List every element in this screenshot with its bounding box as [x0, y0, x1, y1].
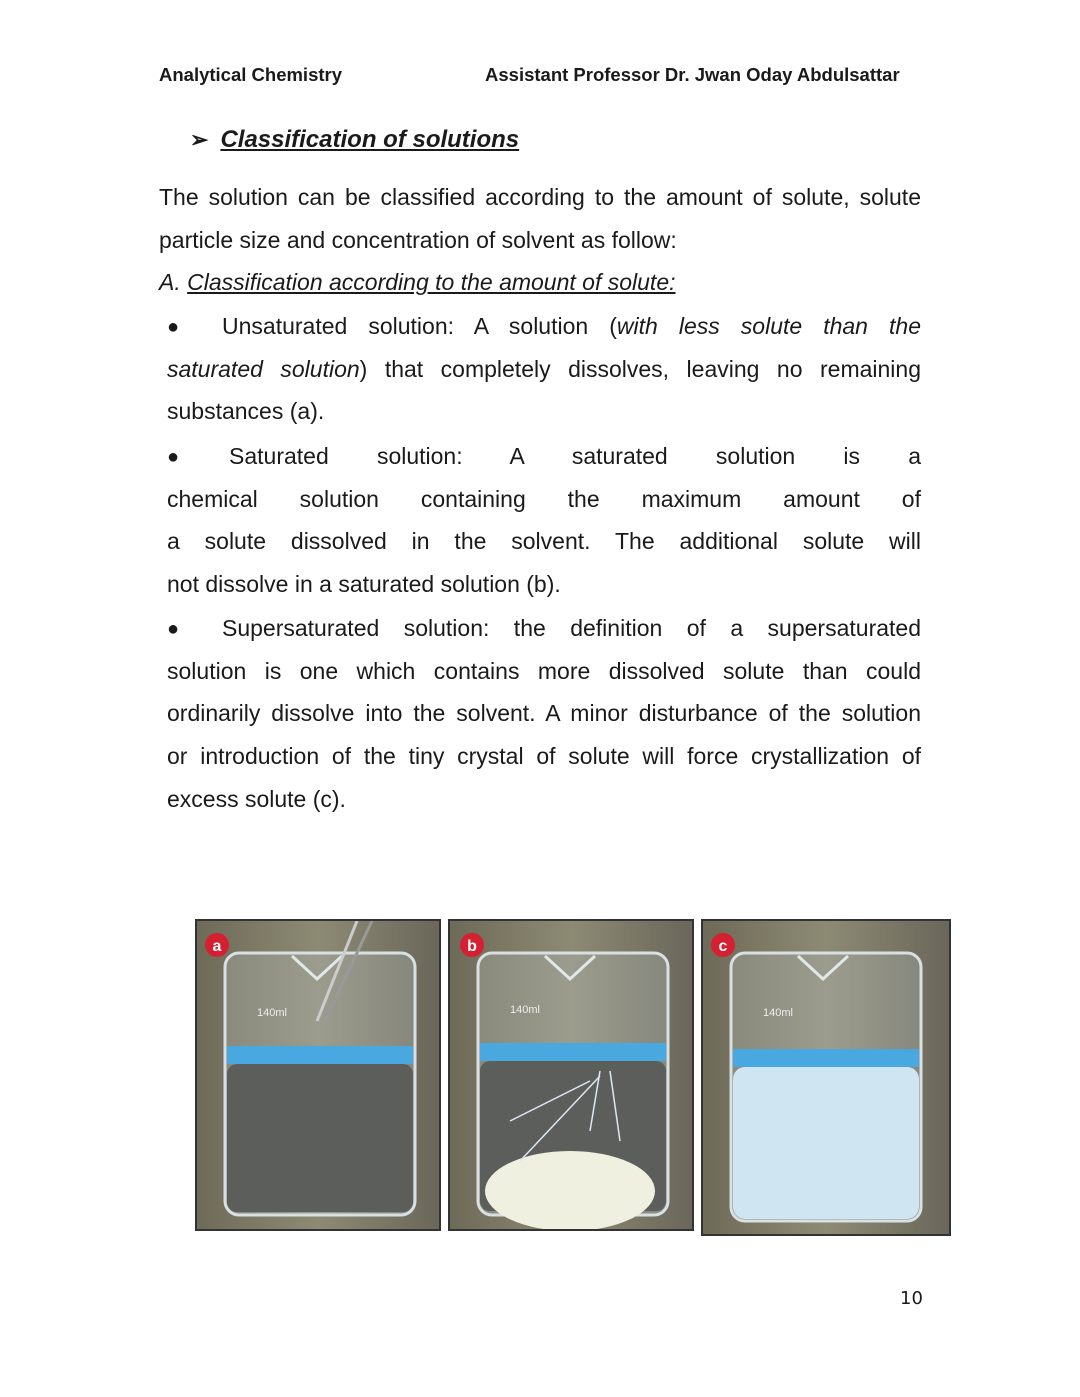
figure-label: a [212, 938, 222, 955]
page-number: 10 [900, 1288, 923, 1309]
header-author: Assistant Professor Dr. Jwan Oday Abdulsattar [485, 64, 900, 85]
bullet-line: Saturated solution: A saturated solution is a [229, 443, 921, 469]
bullet-line: solution is one which contains more dissolved solute than could [167, 658, 921, 684]
bullet-line: Supersaturated solution: the definition of a supersaturated [222, 615, 921, 641]
beaker-photo-a [195, 919, 441, 1231]
bullet-line: a solute dissolved in the solvent. The additional solute will [167, 528, 921, 554]
arrow-bullet-icon: ➢ [190, 127, 209, 152]
volume-mark: 140ml [510, 1004, 540, 1016]
figure-label: c [718, 938, 728, 955]
volume-mark: 140ml [257, 1007, 287, 1019]
bullet-line: saturated solution) that completely dissolves, leaving no remaining [167, 356, 921, 382]
beaker-photo-c [701, 919, 951, 1236]
intro-line: The solution can be classified according to the amount of solute, solute [159, 184, 921, 210]
volume-mark: 140ml [763, 1007, 793, 1019]
bullet-line: excess solute (c). [167, 786, 346, 812]
beaker-photo-b [448, 919, 694, 1231]
bullet-icon: ● [167, 446, 180, 468]
bullet-line: substances (a). [167, 398, 325, 424]
bullet-icon: ● [167, 618, 180, 640]
bullet-line: Unsaturated solution: A solution (with less solute than the [222, 313, 921, 339]
intro-line: particle size and concentration of solvent as follow: [159, 227, 677, 253]
figure-label: b [467, 938, 477, 955]
section-title: ➢ Classification of solutions [190, 126, 520, 153]
bullet-line: or introduction of the tiny crystal of solute will force crystallization of [167, 743, 921, 769]
bullet-line: chemical solution containing the maximum amount of [167, 486, 921, 512]
bullet-icon: ● [167, 316, 180, 338]
subheading: A. Classification according to the amount of solute: [159, 269, 676, 295]
bullet-line: ordinarily dissolve into the solvent. A minor disturbance of the solution [167, 700, 921, 726]
bullet-line: not dissolve in a saturated solution (b). [167, 571, 561, 597]
header-course: Analytical Chemistry [159, 64, 343, 85]
